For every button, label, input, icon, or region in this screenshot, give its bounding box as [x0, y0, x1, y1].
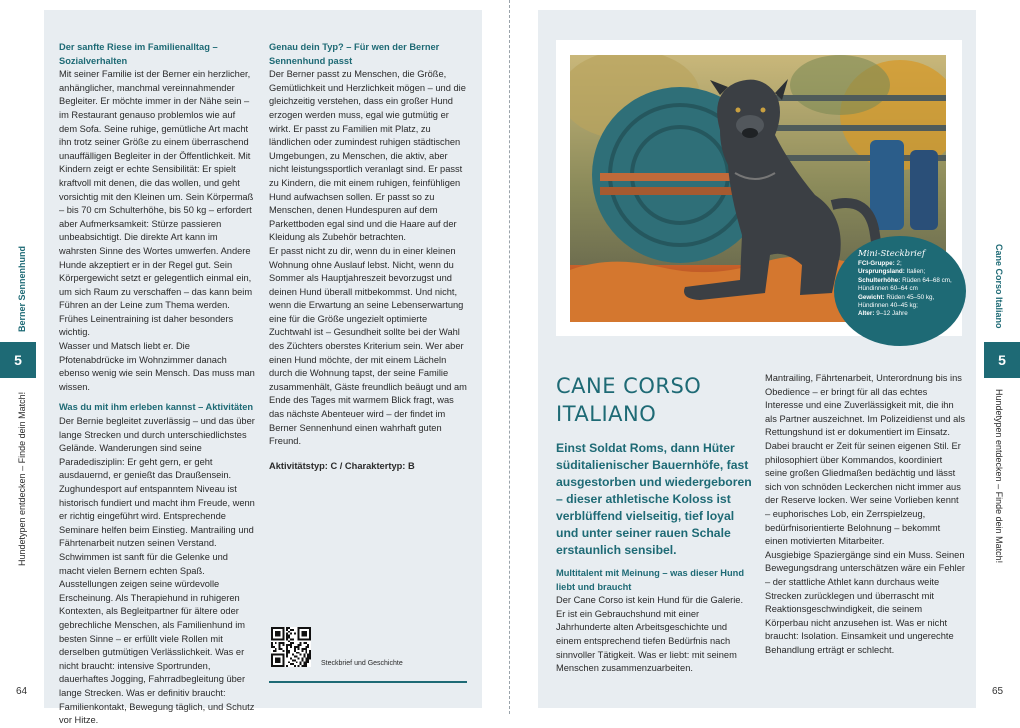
qr-block	[269, 627, 467, 683]
body-paragraph: Der Berner passt zu Menschen, die Größe, Gemütlichkeit und Herzlichkeit mögen – und die gleichzeitig verstehen, dass ein großer Hund erzogen werden muss, egal wie gutmütig er wirkt. Er passt zu Familien mit Platz, zu ländlichen oder zumindest ruhigen städtischen Umgebungen, zu Menschen, die aktiv, aber nicht leistungssportlich veranlagt sind. Er passt zu Kindern, die mit einem ruhigen, feinfühligen Hund aufwachsen sollen. Er passt so zu Menschen, denen Hundespuren auf dem Parkettboden egal sind und die Haare auf der Kleidung als Zubehör betrachten.	[269, 69, 466, 243]
badge-value: 9–12 Jahre	[874, 310, 908, 318]
side-label-left: Berner Sennenhund	[17, 245, 27, 332]
type-summary: Aktivitätstyp: C / Charaktertyp: B	[269, 460, 415, 471]
badge-value: Rüden 64–68 cm, Hündinnen 60–64 cm	[858, 276, 952, 293]
left-column-2	[269, 41, 467, 473]
badge-line	[858, 310, 960, 318]
badge-key: Ursprungsland:	[858, 268, 905, 276]
side-label-left-bottom: Hundetypen entdecken – Finde dein Match!	[17, 391, 27, 566]
badge-key: Alter:	[858, 310, 875, 318]
badge-key: Schulterhöhe:	[858, 276, 901, 284]
lead-paragraph: Einst Soldat Roms, dann Hüter süditalienischer Bauernhöfe, fast ausgestorben und wiedergeboren – dieser athletische Koloss ist verblüffend vielseitig, tief loyal und unter seiner rauen Schale erstaunlich sensibel.	[556, 441, 752, 557]
mini-steckbrief-badge	[834, 236, 966, 346]
section-heading: Der sanfte Riese im Familienalltag – Sozialverhalten	[59, 42, 218, 66]
badge-value: Italien;	[904, 268, 926, 276]
right-column-2	[765, 372, 965, 657]
body-paragraph: Ausgiebige Spaziergänge sind ein Muss. Seinen Bewegungsdrang unterschätzen wäre ein Fehler – der stattliche Athlet kann durchaus weite Strecken zurücklegen und überrascht mit Reaktionsgeschwindigkeit, die seinem Körperbau nicht anzusehen ist. Was er nicht braucht: Isolation. Einsamkeit und ungerechte Behandlung erträgt er schlecht.	[765, 549, 966, 655]
badge-line	[858, 260, 960, 268]
page-number-left: 64	[16, 686, 28, 697]
section-heading: Was du mit ihm erleben kannst – Aktivitäten	[59, 402, 254, 413]
badge-lines	[858, 260, 960, 319]
side-label-right: Cane Corso Italiano	[994, 244, 1004, 329]
body-paragraph: Er passt nicht zu dir, wenn du in einer kleinen Wohnung ohne Auslauf lebst. Nicht, wenn du Sommer als Hauptjahreszeit bevorzugst und deinen Hund überall mitbekommst. Und nicht, wenn die Erwartung an seine Lebenserwartung eine für die Größe ungezielt optimierte Zuchtwahl ist – Gesundheit sollte bei der Wahl des Züchters oberstes Kriterium sein. Wer aber einen Hund möchte, der mit einem Lächeln durch die Wohnung tapst, der seine Familie zusammenhält, Gäste freundlich beäugt und am Ende des Tages mit warmem Blick fragt, was das nächste Abenteuer wird – der findet im Berner Sennenhund einen wahrhaft guten Freund.	[269, 245, 467, 447]
section-heading: Multitalent mit Meinung – was dieser Hund liebt und braucht	[556, 568, 745, 592]
section-heading: Genau dein Typ? – Für wen der Berner Sennenhund passt	[269, 42, 440, 66]
badge-line	[858, 294, 960, 311]
badge-key: Gewicht:	[858, 293, 885, 301]
body-paragraph: Der Cane Corso ist kein Hund für die Galerie. Er ist ein Gebrauchshund mit einer Jahrhunderte alten Arbeitsgeschichte und einem entsprechend tiefen Bedürfnis nach sinnvoller Tätigkeit. Was er liebt: mit seinem Menschen zusammenzuarbeiten.	[556, 595, 744, 674]
badge-line	[858, 268, 960, 276]
body-paragraph: Mit seiner Familie ist der Berner ein herzlicher, anhänglicher, manchmal vereinnahmender Begleiter. Er möchte immer in der Nähe sein – im Restaurant genauso problemlos wie auf dem Sofa. Seine ruhige, gemütliche Art macht ihn trotz seiner Größe zu einem überraschend unauffälligen Begleiter in der Öffentlichkeit. Mit Kindern zeigt er echte Sensibilität: Er spielt kraftvoll mit denen, die das wollen, und geht vorsichtig mit den Kleinen um. Sein Körpermaß – bis 70 cm Schulterhöhe, bis 50 kg – erfordert aber Aufmerksamkeit: Stürze passieren unbeabsichtigt. Die direkte Art kann im wahrsten Sinne des Wortes umwerfen. Andere Hunde akzeptiert er in der Regel gut. Sein Körpergewicht setzt er gelegentlich einmal ein, um sich Raum zu verschaffen – das kann beim Führen an der Leine zum Thema werden. Frühes Leinentraining ist daher besonders wichtig.	[59, 69, 254, 338]
badge-value: Rüden 45–50 kg, Hündinnen 40–45 kg;	[858, 293, 935, 310]
chapter-tab-left: 5	[0, 342, 36, 378]
chapter-tab-right: 5	[984, 342, 1020, 378]
badge-title: Mini-Steckbrief	[858, 249, 926, 259]
badge-value: 2;	[894, 260, 902, 267]
page-fold	[509, 0, 510, 714]
body-paragraph: Wasser und Matsch liebt er. Die Pfotenabdrücke im Wohnzimmer danach ebenso wenig wie sein Mensch. Das muss man wissen.	[59, 341, 255, 392]
body-paragraph: Mantrailing, Fährtenarbeit, Unterordnung bis ins Obedience – er bringt für all das echtes Interesse und eine Zuverlässigkeit mit, die ihn als Partner auszeichnet. Im Polizeidienst und als Rettungshund ist er dokumentiert im Einsatz. Dabei braucht er Zeit für seinen eigenen Stil. Er philosophiert über Kommandos, koordiniert seine großen Gliedmaßen bedächtig und lässt sich von schnöden Leckerchen nicht immer aus der Reserve locken. Wer seine Vorlieben kennt – euphorisches Lob, ein Zerrspielzeug, bedürfnisorientierte Belohnung – bekommt einen motivierten Mitarbeiter.	[765, 373, 965, 547]
left-column-1	[59, 41, 255, 728]
badge-key: FCI-Gruppe:	[858, 260, 895, 267]
page-number-right: 65	[992, 686, 1004, 697]
right-column-1	[556, 567, 752, 676]
breed-title: CANE CORSO ITALIANO	[556, 374, 702, 426]
body-paragraph: Der Bernie begleitet zuverlässig – und das über lange Strecken und durch unterschiedlichstes Gelände. Wanderungen sind seine Paradedisziplin: Er geht gern, er geht ausdauernd, er genießt das Draußensein. Zughundesport auf entspanntem Niveau ist historisch fundiert und macht ihm Freude, wenn er richtig eingeführt wird. Entsprechende Seminare helfen beim Einstieg. Mantrailing und Fährtenarbeit nutzen seinen Verstand. Schwimmen ist sanft für die Gelenke und macht vielen Bernern echten Spaß. Ausstellungen zeigen seine würdevolle Erscheinung. Als Therapiehund in ruhigeren Kontexten, als Begleitpartner für ältere oder gebrechliche Menschen, als Familienhund im besten Sinne – er erfüllt viele Rollen mit derselben gutmütigen Verlässlichkeit. Was er nicht braucht: intensive Sportrunden, dauerhaftes Jogging, Fahrradbegleitung über lange Strecken. Was er definitiv braucht: Familienkontakt, Bewegung täglich, und Schutz vor Hitze.	[59, 416, 255, 726]
qr-label: Steckbrief und Geschichte	[321, 660, 403, 667]
badge-line	[858, 277, 960, 294]
side-label-right-bottom: Hundetypen entdecken – Finde dein Match!	[994, 389, 1004, 564]
qr-code-icon[interactable]	[271, 627, 311, 667]
